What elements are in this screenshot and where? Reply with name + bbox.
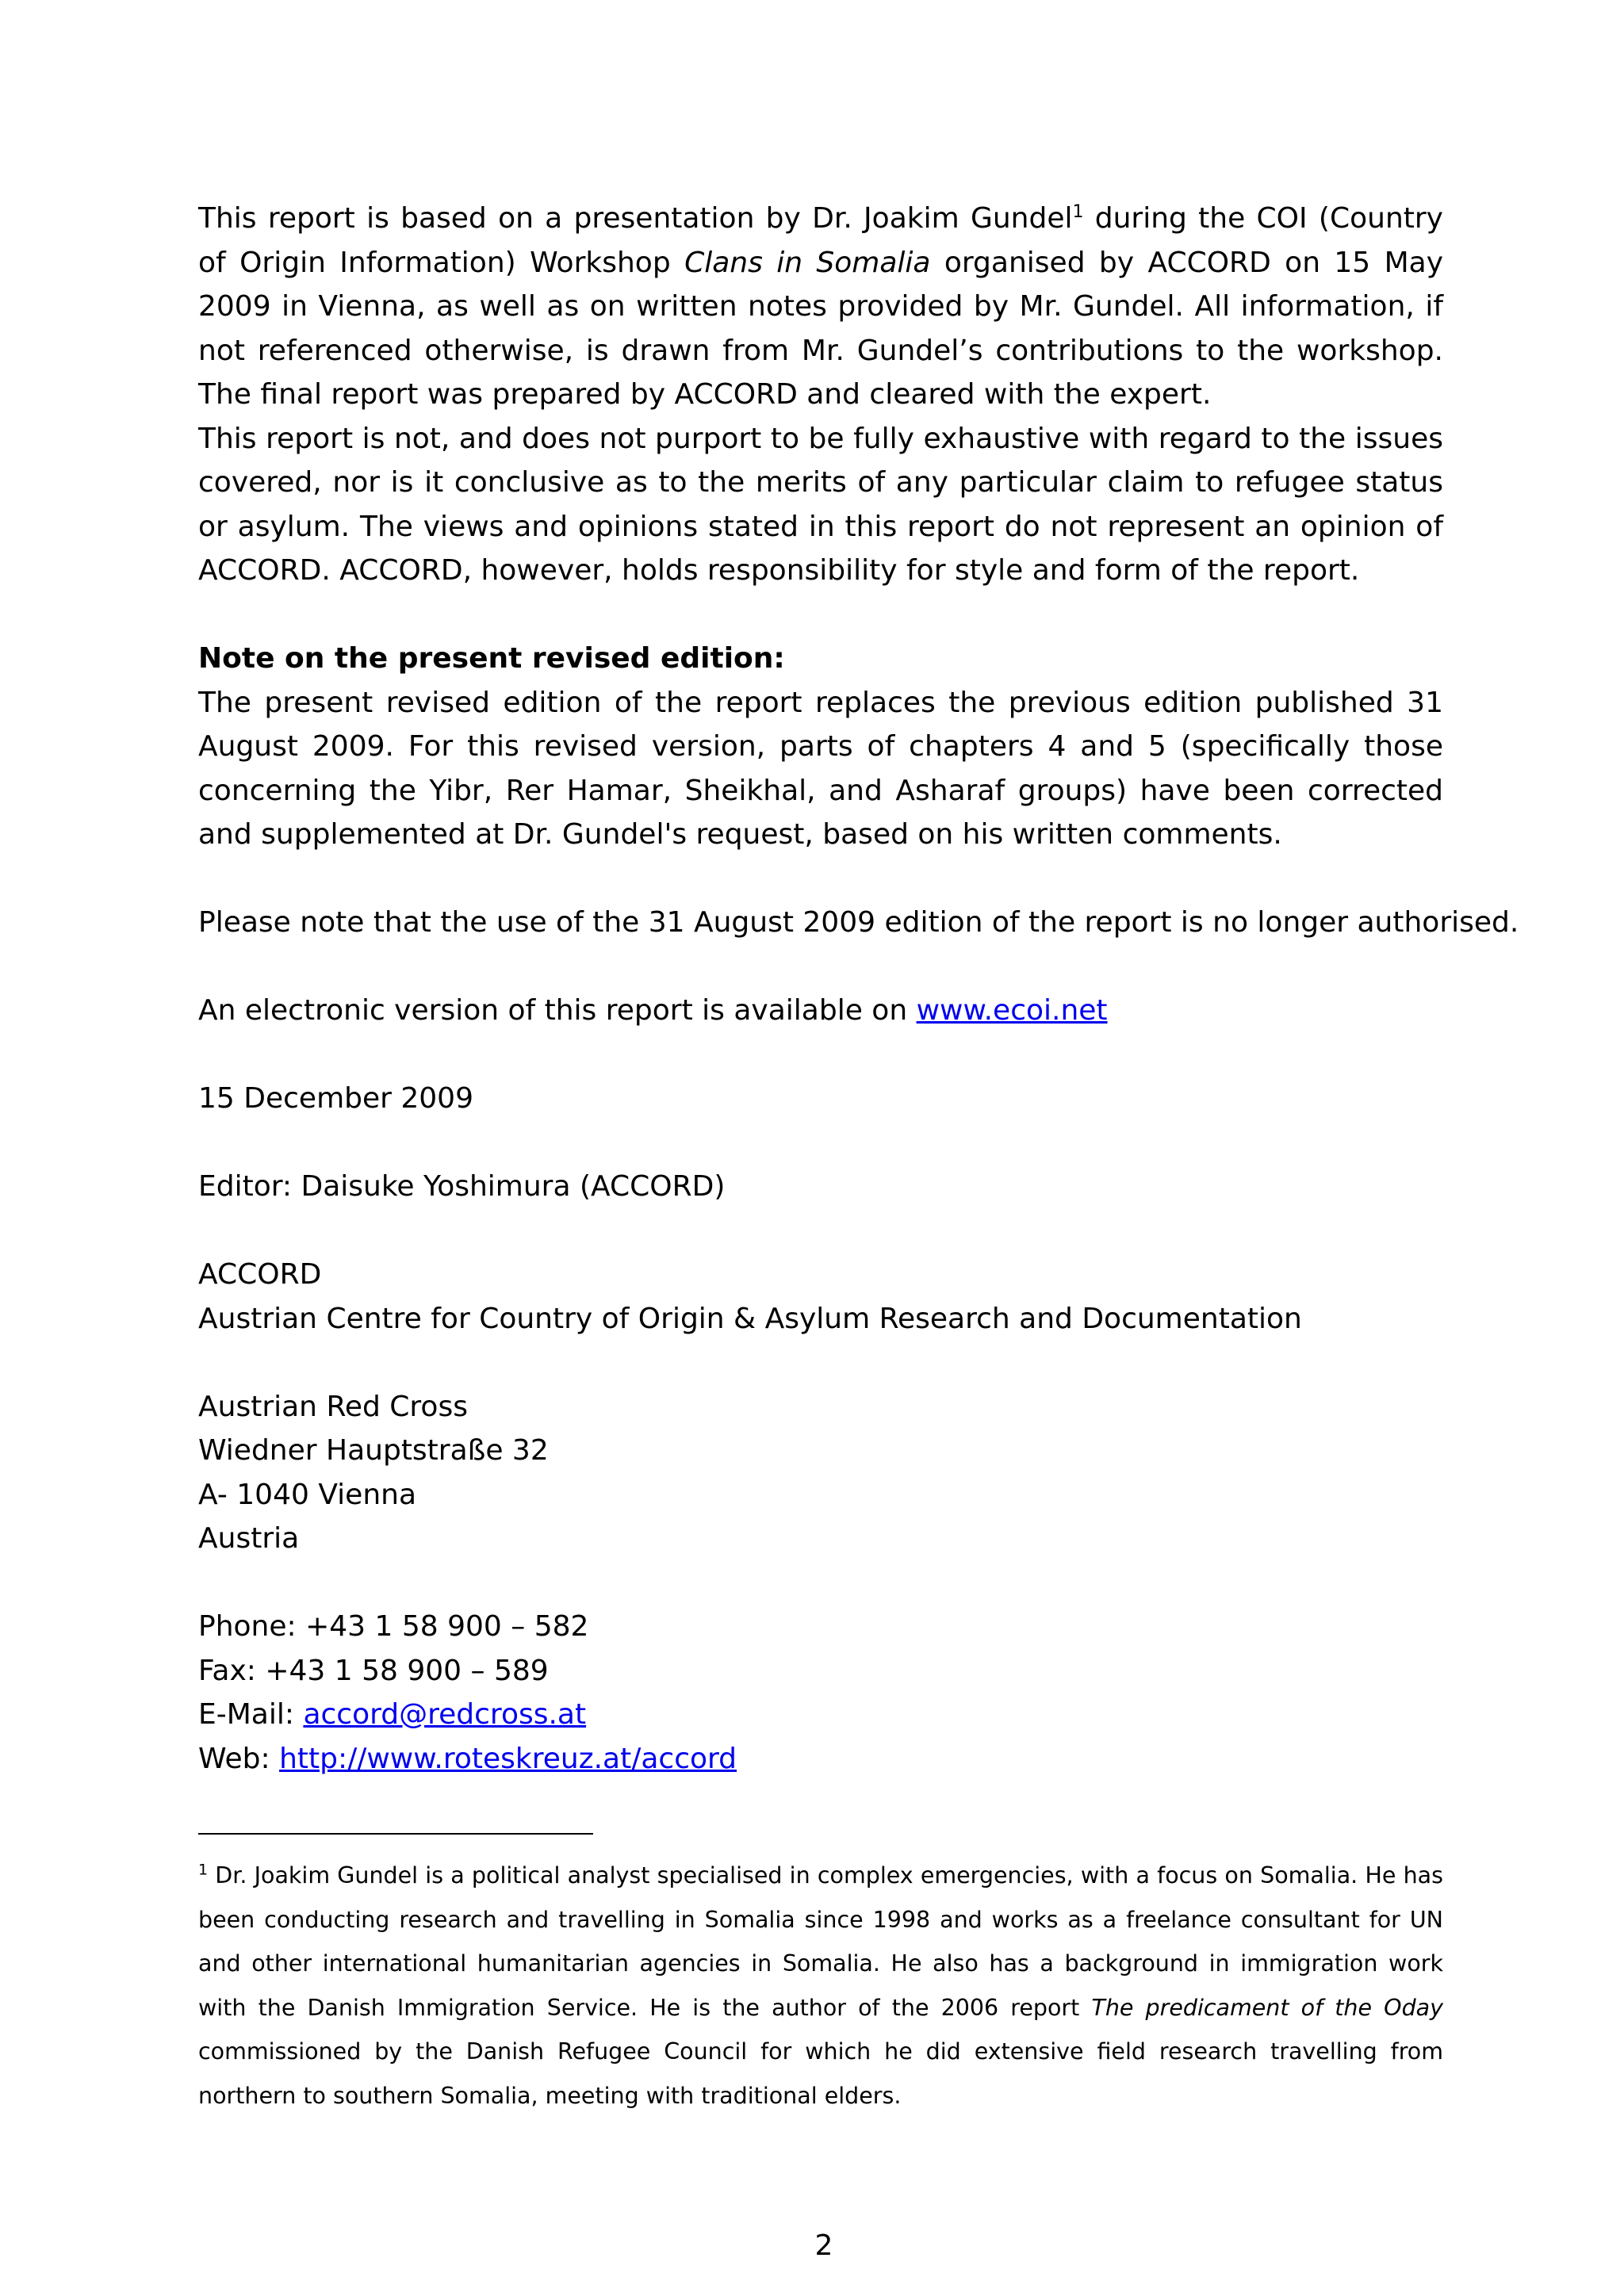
organisation-full: Austrian Centre for Country of Origin & Asylum Research and Documentation xyxy=(198,1302,1302,1335)
address-line: A- 1040 Vienna xyxy=(198,1478,417,1511)
page-number: 2 xyxy=(814,2229,833,2262)
footnote-text-start: Dr. Joakim Gundel is a political analyst specialised in complex emergencies, with a focus on Somalia. He has been conducting research and travelling in Somalia since 1998 and works as a freelance consultant for UN and other international humanitarian agencies in Somalia. He also has a background in immigration work with the Danish Immigration Service. He is the author of the 2006 report xyxy=(198,1862,1443,2021)
address-line: Austrian Red Cross xyxy=(198,1390,468,1423)
fax-line: Fax: +43 1 58 900 – 589 xyxy=(198,1654,549,1687)
footnote-reference[interactable]: 1 xyxy=(1072,202,1084,222)
email-label: E-Mail: xyxy=(198,1698,304,1731)
organisation-short: ACCORD xyxy=(198,1258,322,1291)
web-line xyxy=(198,1737,1443,1781)
email-link[interactable]: accord@redcross.at xyxy=(303,1698,587,1731)
intro-text-middle: during the COI (Country of Origin Information) Workshop xyxy=(198,202,1443,279)
electronic-version-text: An electronic version of this report is available on xyxy=(198,994,917,1027)
address-line: Austria xyxy=(198,1522,300,1555)
spacer xyxy=(198,945,1443,989)
authorisation-note: Please note that the use of the 31 August 2009 edition of the report is no longer authorised. xyxy=(198,906,1519,939)
spacer xyxy=(198,1341,1443,1385)
footnote-number: 1 xyxy=(198,1861,209,1879)
footnote-text-end: commissioned by the Danish Refugee Council for which he did extensive field research travelling from northern to southern Somalia, meeting with traditional elders. xyxy=(198,2038,1443,2109)
footnote xyxy=(198,1854,1443,2118)
document-page xyxy=(198,197,1519,1781)
footnote-report-title: The predicament of the Oday xyxy=(1091,1994,1443,2021)
footnote-separator xyxy=(198,1833,593,1835)
email-line xyxy=(198,1693,1443,1737)
intro-text-end: organised by ACCORD on 15 May 2009 in Vienna, as well as on written notes provided by Mr. Gundel. All information, if not referenced otherwise, is drawn from Mr. Gundel’s contributions to the workshop. The final report was prepared by ACCORD and cleared with the expert. xyxy=(198,246,1443,411)
spacer xyxy=(198,1561,1443,1605)
report-date: 15 December 2009 xyxy=(198,1082,473,1115)
workshop-title: Clans in Somalia xyxy=(684,246,931,279)
spacer xyxy=(198,1121,1443,1165)
web-link[interactable]: http://www.roteskreuz.at/accord xyxy=(279,1742,737,1775)
ecoi-link[interactable]: www.ecoi.net xyxy=(916,994,1108,1027)
intro-paragraph xyxy=(198,197,1443,417)
spacer xyxy=(198,1033,1443,1077)
spacer xyxy=(198,857,1443,901)
web-label: Web: xyxy=(198,1742,280,1775)
intro-text-start: This report is based on a presentation by Dr. Joakim Gundel xyxy=(198,202,1073,235)
address-line: Wiedner Hauptstraße 32 xyxy=(198,1434,549,1467)
editor-line: Editor: Daisuke Yoshimura (ACCORD) xyxy=(198,1170,726,1203)
electronic-version-line xyxy=(198,989,1443,1033)
revision-paragraph: The present revised edition of the report replaces the previous edition published 31 August 2009. For this revised version, parts of chapters 4 and 5 (specifically those concerning the Yibr, Rer Hamar, Sheikhal, and Asharaf groups) have been corrected and supplemented at Dr. Gundel's request, based on his written comments. xyxy=(198,686,1443,851)
spacer xyxy=(198,593,1443,637)
spacer xyxy=(198,1209,1443,1253)
disclaimer-paragraph: This report is not, and does not purport to be fully exhaustive with regard to the issues covered, nor is it conclusive as to the merits of any particular claim to refugee status or asylum. The views and opinions stated in this report do not represent an opinion of ACCORD. ACCORD, however, holds responsibility for style and form of the report. xyxy=(198,422,1443,587)
phone-line: Phone: +43 1 58 900 – 582 xyxy=(198,1610,589,1643)
revision-heading: Note on the present revised edition: xyxy=(198,642,785,675)
